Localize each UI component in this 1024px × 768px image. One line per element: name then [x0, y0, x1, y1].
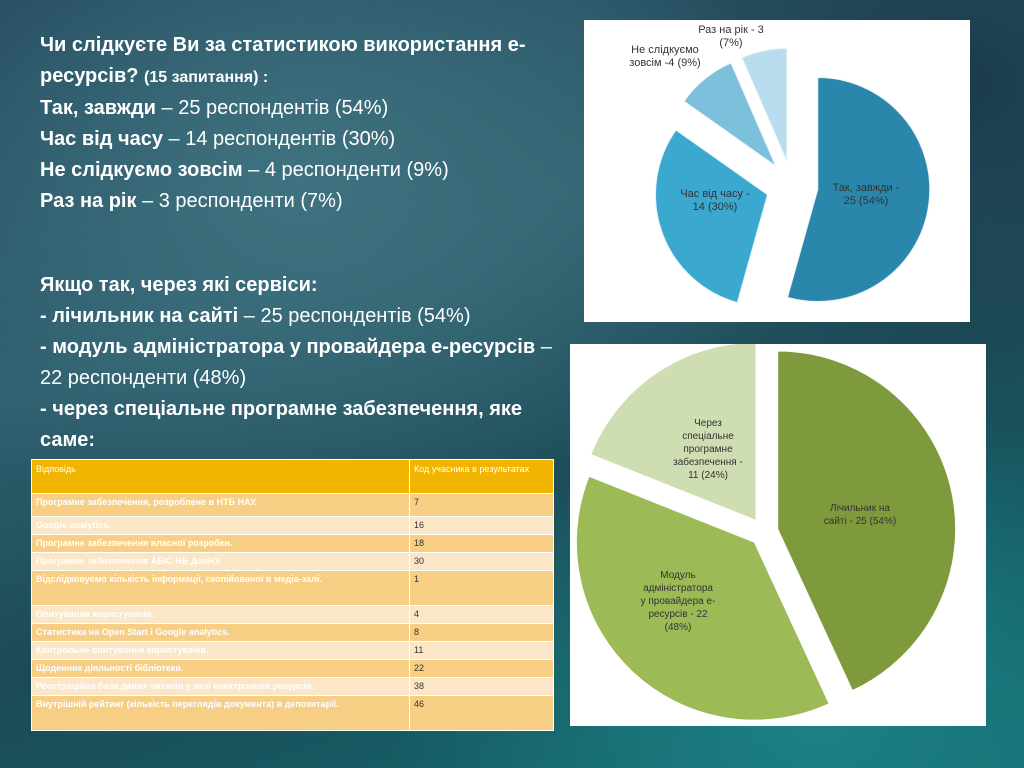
service-label: - лічильник на сайті — [40, 305, 239, 327]
pie-chart-tracking-svg — [584, 20, 970, 322]
table-cell-code: 11 — [410, 642, 554, 660]
answer-value: – 14 респондентів (30%) — [162, 128, 396, 150]
table-row — [32, 517, 554, 535]
answer-line — [40, 186, 560, 217]
service-item: - через спеціальне програмне забезпечення, яке саме: — [40, 398, 522, 451]
answer-value: – 3 респонденти (7%) — [136, 190, 343, 212]
pie-chart-services — [570, 344, 986, 726]
table-cell-code: 30 — [410, 553, 554, 571]
answer-label: Так, завжди — [40, 97, 156, 119]
pie-data-label: Не слідкуємо зовсім -4 (9%) — [629, 44, 701, 69]
table-row — [32, 624, 554, 642]
pie-chart-services-svg — [570, 344, 986, 726]
answer-value: – 4 респонденти (9%) — [242, 159, 449, 181]
pie-data-label: Через спеціальне програмне забезпечення -11 (24%) — [673, 418, 743, 481]
answers-table — [31, 459, 554, 731]
question-heading — [40, 30, 560, 93]
table-cell-code: 4 — [410, 606, 554, 624]
table-cell-answer: Опитування користувачів. — [32, 606, 410, 624]
pie-data-label: Так, завжди -25 (54%) — [832, 182, 900, 207]
table-cell-code: 38 — [410, 678, 554, 696]
service-value: – 25 респондентів (54%) — [238, 305, 471, 327]
table-cell-code: 22 — [410, 660, 554, 678]
table-row — [32, 660, 554, 678]
answer-line — [40, 124, 560, 155]
table-row — [32, 553, 554, 571]
pie-data-label: Модуль адміністратора у провайдера е-ресурсів - 22 (48%) — [640, 570, 716, 633]
table-cell-answer: Програмне забезпечення власної розробки. — [32, 535, 410, 553]
services-block — [40, 270, 560, 456]
question-count: (15 запитання) : — [144, 69, 269, 86]
table-row — [32, 571, 554, 606]
service-item — [40, 301, 560, 332]
table-cell-code: 8 — [410, 624, 554, 642]
table-cell-answer: Внутрішній рейтинг (кількість переглядів документа) в депозитарії. — [32, 696, 410, 731]
pie-data-label: Раз на рік - 3 (7%) — [698, 24, 764, 49]
service-item — [40, 332, 560, 394]
pie-data-label: Лічильник на сайті - 25 (54%) — [823, 503, 897, 527]
table-cell-code: 16 — [410, 517, 554, 535]
table-cell-code: 1 — [410, 571, 554, 606]
answer-label: Не слідкуємо зовсім — [40, 159, 243, 181]
service-label: - модуль адміністратора у провайдера е-ресурсів — [40, 336, 536, 358]
table-cell-answer: Google analytics. — [32, 517, 410, 535]
table-cell-code: 7 — [410, 494, 554, 517]
table-cell-answer: Відслідковуємо кількість інформації, скопійованої в медіа-залі. — [32, 571, 410, 606]
answer-line — [40, 93, 560, 124]
table-cell-answer: Програмне забезпечення, розроблене в НТБ НАУ. — [32, 494, 410, 517]
table-row — [32, 606, 554, 624]
table-header-row — [32, 460, 554, 494]
table-header-code: Код учасника в результатах — [410, 460, 554, 494]
answer-label: Час від часу — [40, 128, 163, 150]
table-cell-code: 18 — [410, 535, 554, 553]
pie-data-label: Час від часу -14 (30%) — [680, 188, 750, 213]
table-cell-answer: Статистика на Open Start і Google analytics. — [32, 624, 410, 642]
table-row — [32, 494, 554, 517]
services-heading: Якщо так, через які сервіси: — [40, 274, 318, 296]
answer-line — [40, 155, 560, 186]
question-text: Чи слідкуєте Ви за статистикою використання е-ресурсів? — [40, 34, 526, 87]
survey-question-block — [40, 30, 560, 217]
table-cell-answer: Контрольне опитування користувачів. — [32, 642, 410, 660]
table-row — [32, 642, 554, 660]
table-row — [32, 696, 554, 731]
pie-chart-tracking — [584, 20, 970, 322]
answer-value: – 25 респондентів (54%) — [155, 97, 389, 119]
table-cell-code: 46 — [410, 696, 554, 731]
table-cell-answer: Реєстраційна база даних читачів у залі електронних ресурсів. — [32, 678, 410, 696]
pie-slice — [656, 130, 768, 302]
service-value: – 22 респонденти (48%) — [40, 336, 552, 389]
table-row — [32, 535, 554, 553]
table-header-answer: Відповідь — [32, 460, 410, 494]
answer-label: Раз на рік — [40, 190, 137, 212]
table-row — [32, 678, 554, 696]
table-cell-answer: Щоденник діяльності бібліотеки. — [32, 660, 410, 678]
table-cell-answer: Програмне забезпечення АБІС НБ ДонНУ. — [32, 553, 410, 571]
